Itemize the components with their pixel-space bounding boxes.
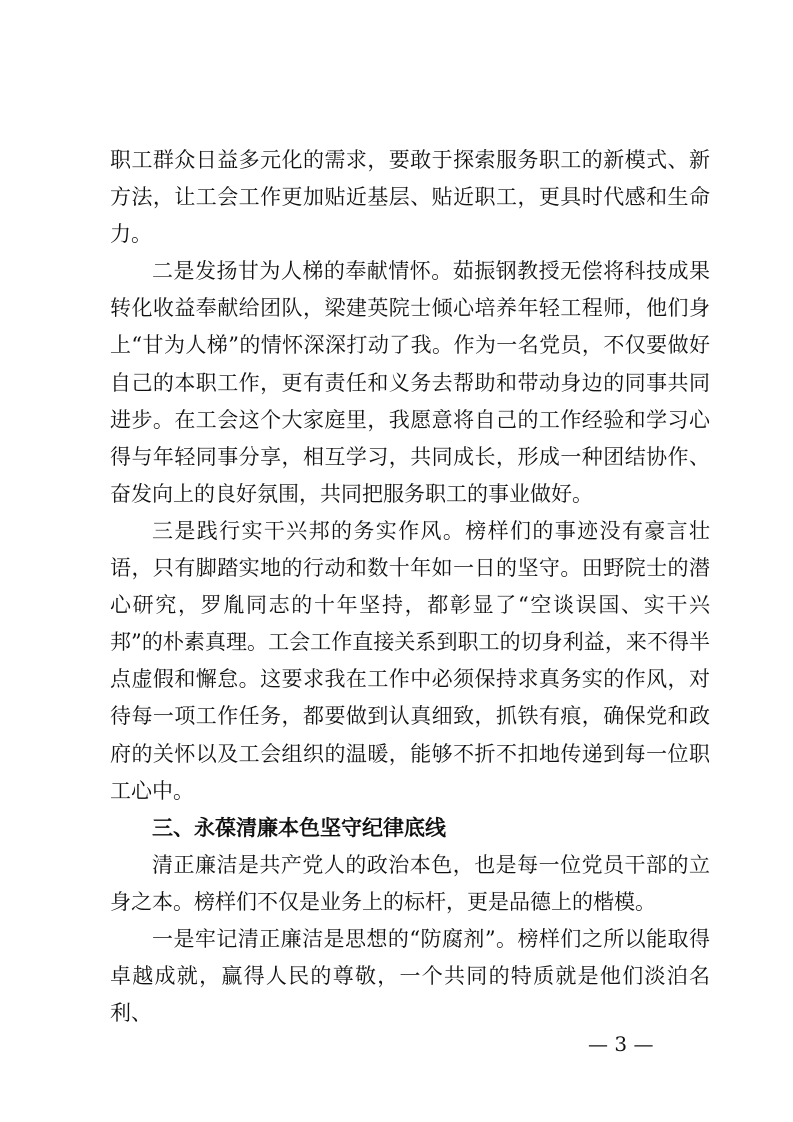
section-heading: 三、永葆清廉本色坚守纪律底线 (152, 815, 446, 840)
paragraph-lead: 三是 (152, 518, 197, 543)
paragraph-lead: 二是 (152, 259, 195, 284)
paragraph-text: 牢记清正廉洁是思想的“防腐剂”。榜样们之所以能取得卓越成就，赢得人民的尊敬，一个共同的特质就是他们淡泊名利、 (110, 926, 710, 1026)
paragraph-point-three (110, 513, 710, 810)
paragraph-point-two (110, 253, 710, 513)
page-number: — 3 — (588, 1032, 654, 1056)
paragraph-continuation (110, 142, 710, 253)
paragraph-point-one (110, 921, 710, 1032)
paragraph-lead: 一是 (152, 926, 195, 951)
paragraph-text: 职工群众日益多元化的需求，要敢于探索服务职工的新模式、新方法，让工会工作更加贴近基层、贴近职工，更具时代感和生命力。 (110, 148, 710, 247)
paragraph-text: 清正廉洁是共产党人的政治本色，也是每一位党员干部的立身之本。榜样们不仅是业务上的标杆，更是品德上的楷模。 (110, 852, 710, 914)
paragraph-text: 践行实干兴邦的务实作风。榜样们的事迹没有豪言壮语，只有脚踏实地的行动和数十年如一日的坚守。田野院士的潜心研究，罗胤同志的十年坚持，都彰显了“空谈误国、实干兴邦”的朴素真理。工会工作直接关系到职工的切身利益，来不得半点虚假和懈怠。这要求我在工作中必须保持求真务实的作风，对待每一项工作任务，都要做到认真细致，抓铁有痕，确保党和政府的关怀以及工会组织的温暖，能够不折不扣地传递到每一位职工心中。 (110, 518, 710, 803)
paragraph-section-intro (110, 847, 710, 921)
paragraph-text: 发扬甘为人梯的奉献情怀。茹振钢教授无偿将科技成果转化收益奉献给团队，梁建英院士倾心培养年轻工程师，他们身上“甘为人梯”的情怀深深打动了我。作为一名党员，不仅要做好自己的本职工作，更有责任和义务去帮助和带动身边的同事共同进步。在工会这个大家庭里，我愿意将自己的工作经验和学习心得与年轻同事分享，相互学习，共同成长，形成一种团结协作、奋发向上的良好氛围，共同把服务职工的事业做好。 (110, 259, 711, 506)
page-body (110, 142, 710, 1032)
